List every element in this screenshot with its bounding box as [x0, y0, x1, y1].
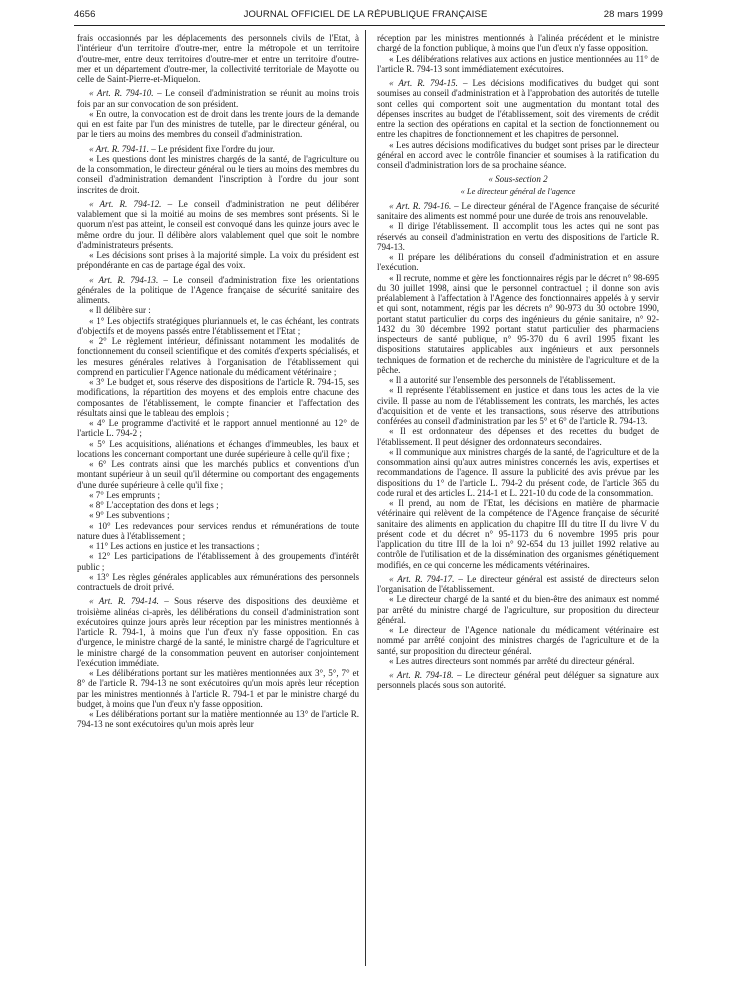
paragraph [377, 498, 659, 570]
article-reference: « Art. R. 794-11. [89, 143, 149, 154]
paragraph [77, 459, 359, 490]
paragraph [377, 385, 659, 426]
paragraph [377, 594, 659, 625]
article-reference: « Art. R. 794-15. [389, 78, 458, 88]
article-paragraph [77, 596, 359, 668]
paragraph-text: « Sous-section 2 [488, 174, 548, 185]
paragraph-text: « Il recrute, nomme et gère les fonctionnaires régis par le décret n° 98-695 du 30 juillet 1998, ainsi que le personnel contractuel ; il donne son avis préalablement à l'affectation à l'Agence des fonctionnaires appelés à y servir et qui sont, notamment, régis par les décrets n° 90-973 du 30 octobre 1990, portant statut particulier du corps des ingénieurs du génie sanitaire, n° 92-1432 du 30 décembre 1992 portant statut particulier des pharmaciens inspecteurs de santé publique, n° 95-370 du 6 avril 1995 fixant les dispositions statutaires applicables aux ingénieurs et aux personnels techniques de formation et de recherche du ministère de l'agriculture et de la pêche. [377, 272, 659, 375]
paragraph [77, 541, 359, 551]
paragraph [377, 54, 659, 75]
paragraph-text: « Il délibère sur : [89, 305, 151, 316]
paragraph [77, 33, 359, 84]
paragraph-text: « 11° Les actions en justice et les transactions ; [89, 541, 260, 551]
paragraph-text: – Sous réserve des dispositions des deuxième et troisième alinéas ci-après, les délibérations du conseil d'administration sont exécutoires quinze jours après leur réception par les ministres mentionnés à l'article R. 794-1, à moins que l'un d'eux n'y fasse opposition. En cas d'urgence, le ministre chargé de la santé, le ministre chargé de l'agriculture et le ministre chargé de la consommation peuvent en autoriser conjointement l'exécution immédiate. [77, 596, 359, 668]
article-paragraph [377, 78, 659, 140]
paragraph [77, 709, 359, 730]
paragraph-text: – Le directeur général est assisté de directeurs selon l'organisation de l'établissement. [377, 573, 659, 594]
paragraph [77, 305, 359, 315]
paragraph [377, 447, 659, 498]
paragraph [77, 510, 359, 520]
journal-title: JOURNAL OFFICIEL DE LA RÉPUBLIQUE FRANÇAISE [243, 9, 488, 20]
article-reference: « Art. R. 794-18. [389, 670, 454, 680]
paragraph-text: « Les autres décisions modificatives du budget sont prises par le directeur général en accord avec le contrôle financier et soumises à la ratification du conseil d'administration lors de sa prochaine séance. [377, 139, 659, 170]
column-divider [365, 30, 366, 966]
right-column [377, 33, 659, 691]
paragraph [77, 521, 359, 542]
paragraph [377, 221, 659, 252]
paragraph [77, 439, 359, 460]
page-number: 4656 [74, 9, 96, 20]
article-reference: « Art. R. 794-16. [389, 200, 452, 211]
paragraph-text: frais occasionnés par les déplacements des personnels civils de l'Etat, à l'intérieur d'un territoire d'outre-mer, entre la métropole et un territoire d'outre-mer, entre deux territoires d'outre-mer et entre un territoire d'outre-mer et un département d'outre-mer, la collectivité territoriale de Mayotte ou celle de Saint-Pierre-et-Miquelon. [77, 33, 359, 84]
paragraph [377, 273, 659, 376]
paragraph [377, 375, 659, 385]
paragraph-text: « 5° Les acquisitions, aliénations et échanges d'immeubles, les baux et locations les concernant comportant une durée supérieure à celle qu'il fixe ; [77, 438, 359, 459]
paragraph-text: « 4° Le programme d'activité et le rapport annuel mentionné au 12° de l'article L. 794-2 ; [77, 418, 359, 439]
paragraph-text: – Le directeur général peut déléguer sa signature aux personnels placés sous son autorité. [377, 670, 659, 691]
paragraph-text: « 3° Le budget et, sous réserve des dispositions de l'article R. 794-15, ses modifications, la répartition des moyens et des emplois entre chacune des composantes de l'établissement, le compte financier et l'affectation des résultats ainsi que le tableau des emplois ; [77, 377, 359, 418]
paragraph-text: « Le directeur chargé de la santé et du bien-être des animaux est nommé par arrêté du ministre chargé de l'agriculture, sur proposition du directeur général. [377, 594, 659, 625]
paragraph [377, 140, 659, 171]
article-reference: « Art. R. 794-12. [89, 198, 162, 209]
paragraph-text: « Il est ordonnateur des dépenses et des recettes du budget de l'établissement. Il peut désigner des ordonnateurs secondaires. [377, 426, 659, 447]
paragraph-text: – Le conseil d'administration fixe les orientations générales de la politique de l'Agence française de sécurité sanitaire des aliments. [77, 274, 360, 305]
paragraph [77, 551, 359, 572]
paragraph-text: « Les questions dont les ministres chargés de la santé, de l'agriculture ou de la consommation, le directeur général ou le tiers au moins des membres du conseil d'administration demandent l'inscription à l'ordre du jour sont inscrites de droit. [77, 153, 359, 195]
publication-date: 28 mars 1999 [603, 9, 663, 20]
section-heading [377, 174, 659, 184]
paragraph-text: « 1° Les objectifs stratégiques pluriannuels et, le cas échéant, les contrats d'objectifs et de moyens passés entre l'établissement et l'Etat ; [77, 315, 359, 336]
article-paragraph [77, 88, 359, 109]
paragraph [77, 572, 359, 593]
paragraph-text: – Le directeur général de l'Agence française de sécurité sanitaire des aliments est nommé pour une durée de trois ans renouvelable. [377, 200, 659, 221]
paragraph-text: « Il prend, au nom de l'Etat, les décisions en matière de pharmacie vétérinaire qui relèvent de la compétence de l'Agence française de sécurité sanitaire des aliments en application du chapitre III du titre II du livre V du présent code et du décret n° 95-1173 du 6 novembre 1995 pris pour l'application du titre III de la loi n° 92-654 du 13 juillet 1992 relative au contrôle de l'utilisation et de la dissémination des organismes génétiquement modifiés, en ce qui concerne les médicaments vétérinaires. [377, 498, 659, 570]
paragraph-text: « 10° Les redevances pour services rendus et rémunérations de toute nature dues à l'établissement ; [77, 520, 359, 541]
paragraph-text: réception par les ministres mentionnés à l'alinéa précédent et le ministre chargé de la fonction publique, à moins que l'un d'eux n'y fasse opposition. [377, 33, 659, 54]
paragraph [77, 418, 359, 439]
paragraph-text: « Les délibérations portant sur les matières mentionnées aux 3°, 5°, 7° et 8° de l'article R. 794-13 ne sont exécutoires qu'un mois après leur réception par les ministres mentionnés à l'article R. 794-1 et par le ministre chargé du budget, à moins que l'un d'eux n'y fasse opposition. [77, 668, 359, 709]
paragraph-text: « Il prépare les délibérations du conseil d'administration et en assure l'exécution. [377, 252, 659, 273]
paragraph-text: « 13° Les règles générales applicables aux rémunérations des personnels contractuels de droit privé. [77, 571, 359, 592]
paragraph-text: – Le conseil d'administration se réunit au moins trois fois par an sur convocation de son président. [77, 88, 359, 109]
header-rule [74, 25, 665, 26]
paragraph [77, 250, 359, 271]
paragraph-text: « Il a autorité sur l'ensemble des personnels de l'établissement. [389, 375, 616, 385]
paragraph-text: « Les délibérations relatives aux actions en justice mentionnées au 11° de l'article R. 794-13 sont immédiatement exécutoires. [377, 53, 659, 74]
paragraph-text: « Le directeur général de l'agence [460, 186, 576, 196]
paragraph [77, 154, 359, 195]
paragraph-text: – Le conseil d'administration ne peut délibérer valablement que si la moitié au moins de ses membres sont présents. Si le quorum n'est pas atteint, le conseil est convoqué dans les quinze jours avec le même ordre du jour. Il délibère alors valablement quel que soit le nombre d'administrateurs présents. [77, 198, 359, 250]
paragraph [377, 252, 659, 273]
article-paragraph [77, 275, 359, 306]
left-column [77, 33, 359, 730]
article-reference: « Art. R. 794-10. [89, 88, 154, 99]
paragraph [377, 656, 659, 666]
paragraph [377, 625, 659, 656]
paragraph-text: « Il représente l'établissement en justice et dans tous les actes de la vie civile. Il passe au nom de l'établissement les contrats, les marchés, les actes d'acquisition et de vente et les transactions, sous réserve des attributions conférées au conseil d'administration par les 5° et 6° de l'article R. 794-13. [377, 385, 659, 426]
paragraph-text: « Il communique aux ministres chargés de la santé, de l'agriculture et de la consommation ainsi qu'aux autres ministres concernés les avis, expertises et recommandations de l'agence. Il assure la publicité des avis prévue par les dispositions du 1° de l'article L. 794-2 du présent code, de l'article 365 du code rural et des articles L. 214-1 et L. 221-10 du code de la consommation. [377, 446, 659, 498]
article-paragraph [77, 199, 359, 250]
paragraph [77, 316, 359, 337]
article-reference: « Art. R. 794-13. [89, 274, 159, 285]
article-reference: « Art. R. 794-14. [89, 596, 159, 607]
paragraph-text: « 6° Les contrats ainsi que les marchés publics et conventions d'un montant supérieur à un seuil qu'il détermine ou comportant des engagements d'une durée supérieure à celle qu'il fixe ; [77, 459, 359, 490]
article-paragraph [77, 144, 359, 154]
paragraph-text: – Les décisions modificatives du budget qui sont soumises au conseil d'administration et à l'approbation des autorités de tutelle sont celles qui comportent soit une augmentation du montant total des dépenses inscrites au budget de l'établissement, soit des virements de crédit entre la section des opérations en capital et la section de fonctionnement ou entre les chapitres de fonctionnement et les chapitres de personnel. [377, 78, 659, 140]
paragraph-text: « Il dirige l'établissement. Il accomplit tous les actes qui ne sont pas réservés au conseil d'administration en vertu des dispositions de l'article R. 794-13. [377, 221, 659, 252]
article-paragraph [377, 670, 659, 691]
paragraph-text: « 9° Les subventions ; [89, 510, 170, 521]
paragraph-text: « Les autres directeurs sont nommés par arrêté du directeur général. [389, 655, 635, 666]
paragraph [77, 377, 359, 418]
paragraph [77, 500, 359, 510]
section-heading [377, 187, 659, 197]
paragraph [77, 490, 359, 500]
article-paragraph [377, 574, 659, 595]
paragraph-text: « En outre, la convocation est de droit dans les trente jours de la demande qui en est faite par l'un des ministres de tutelle, par le directeur général, ou par le tiers au moins des membres du conseil d'administration. [77, 108, 359, 140]
paragraph-text: « 12° Les participations de l'établissement à des groupements d'intérêt public ; [77, 551, 359, 572]
paragraph-text: – Le président fixe l'ordre du jour. [148, 143, 275, 154]
paragraph [77, 668, 359, 709]
article-paragraph [377, 201, 659, 222]
paragraph-text: « Les décisions sont prises à la majorité simple. La voix du président est prépondérante en cas de partage égal des voix. [77, 250, 359, 271]
paragraph [377, 33, 659, 54]
paragraph-text: « Les délibérations portant sur la matière mentionnée au 13° de l'article R. 794-13 ne sont exécutoires qu'un mois après leur [77, 709, 359, 730]
paragraph [377, 426, 659, 447]
paragraph-text: « 7° Les emprunts ; [89, 489, 160, 500]
article-reference: « Art. R. 794-17. [389, 573, 455, 584]
paragraph-text: « 2° Le règlement intérieur, définissant notamment les modalités de fonctionnement du conseil scientifique et des comités d'experts spécialisés, et les mesures générales relatives à l'organisation de l'établissement qui comprend en particulier l'Agence nationale du médicament vétérinaire ; [77, 336, 359, 377]
paragraph-text: « 8° L'acceptation des dons et legs ; [89, 500, 219, 510]
paragraph [77, 109, 359, 140]
paragraph-text: « Le directeur de l'Agence nationale du médicament vétérinaire est nommé par arrêté conjoint des ministres chargés de l'agriculture et de la santé, sur proposition du directeur général. [377, 625, 659, 656]
paragraph [77, 336, 359, 377]
